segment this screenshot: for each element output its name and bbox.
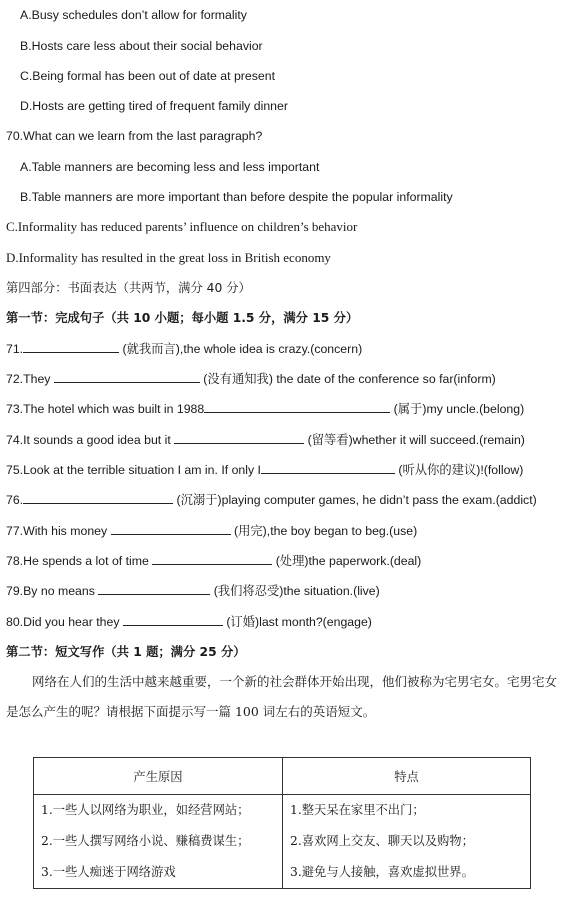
table-header-causes: 产生原因 <box>34 758 283 795</box>
sentence-text: 72.They <box>6 372 54 386</box>
sentence-text: 73.The hotel which was built in 1988 <box>6 402 205 416</box>
essay-prompt: 网络在人们的生活中越来越重要，一个新的社会群体开始出现，他们被称为宅男宅女。宅男宅女是怎么产生的呢？请根据下面提示写一篇 100 词左右的英语短文。 <box>6 674 558 719</box>
q70-option-c: C.Informality has reduced parents’ influence on children’s behavior <box>6 219 358 234</box>
answer-blank[interactable] <box>54 371 200 383</box>
sentence-text: (订婚)last month?(engage) <box>222 615 372 629</box>
q69-option-b: B.Hosts care less about their social behavior <box>20 39 263 53</box>
cause-item: 2.一些人撰写网络小说、赚稿费谋生； <box>41 834 250 848</box>
sentence-79 <box>6 583 380 599</box>
feature-item: 2.喜欢网上交友、聊天以及购物； <box>290 834 474 848</box>
answer-blank[interactable] <box>152 553 272 565</box>
q69-option-c: C.Being formal has been out of date at present <box>20 69 275 83</box>
q69-option-a: A.Busy schedules don’t allow for formality <box>20 8 247 22</box>
section2-title: 第二节：短文写作（共 1 题；满分 25 分） <box>6 645 246 659</box>
q70-option-d: D.Informality has resulted in the great loss in British economy <box>6 250 331 265</box>
answer-blank[interactable] <box>23 341 119 353</box>
answer-blank[interactable] <box>174 432 304 444</box>
q70-stem: 70.What can we learn from the last paragraph? <box>6 129 263 143</box>
sentence-76 <box>6 492 537 508</box>
feature-item: 1.整天呆在家里不出门； <box>290 803 425 817</box>
cause-item: 3.一些人痴迷于网络游戏 <box>41 865 176 879</box>
sentence-text: (没有通知我) the date of the conference so far(inform) <box>199 372 496 386</box>
sentence-text: 77.With his money <box>6 524 111 538</box>
sentence-text: (我们将忍受)the situation.(live) <box>210 584 380 598</box>
sentence-text: (属于)my uncle.(belong) <box>390 402 525 416</box>
sentence-77 <box>6 523 417 539</box>
sentence-text: 79.By no means <box>6 584 99 598</box>
sentence-text: 80.Did you hear they <box>6 615 123 629</box>
part4-title: 第四部分：书面表达（共两节，满分 40 分） <box>6 281 251 295</box>
feature-item: 3.避免与人接触，喜欢虚拟世界。 <box>290 865 474 879</box>
answer-blank[interactable] <box>261 462 395 474</box>
q70-option-b: B.Table manners are more important than before despite the popular informality <box>20 190 453 204</box>
answer-blank[interactable] <box>123 614 223 626</box>
sentence-72 <box>6 371 496 387</box>
sentence-text: 71. <box>6 342 24 356</box>
features-cell <box>283 795 531 889</box>
q70-option-a: A.Table manners are becoming less and less important <box>20 160 320 174</box>
sentence-78 <box>6 553 421 569</box>
sentence-text: (就我而言),the whole idea is crazy.(concern) <box>119 342 363 356</box>
sentence-text: 76. <box>6 493 24 507</box>
sentence-71 <box>6 341 362 357</box>
sentence-80 <box>6 614 372 630</box>
sentence-75 <box>6 462 523 478</box>
answer-blank[interactable] <box>204 401 390 413</box>
sentence-text: (用完),the boy began to beg.(use) <box>230 524 418 538</box>
sentence-text: (听从你的建议)!(follow) <box>394 463 524 477</box>
sentence-74 <box>6 432 525 448</box>
q69-option-d: D.Hosts are getting tired of frequent family dinner <box>20 99 288 113</box>
sentence-73 <box>6 401 524 417</box>
section1-title: 第一节：完成句子（共 10 小题；每小题 1.5 分，满分 15 分） <box>6 311 359 325</box>
sentence-text: 75.Look at the terrible situation I am in. If only I <box>6 463 261 477</box>
answer-blank[interactable] <box>111 523 231 535</box>
hints-table <box>33 757 531 889</box>
table-header-features: 特点 <box>283 758 531 795</box>
sentence-text: 74.It sounds a good idea but it <box>6 433 175 447</box>
causes-cell <box>34 795 283 889</box>
answer-blank[interactable] <box>98 583 210 595</box>
sentence-text: (处理)the paperwork.(deal) <box>272 554 422 568</box>
sentence-text: (留等看)whether it will succeed.(remain) <box>304 433 525 447</box>
cause-item: 1.一些人以网络为职业，如经营网站； <box>41 803 250 817</box>
sentence-text: 78.He spends a lot of time <box>6 554 153 568</box>
answer-blank[interactable] <box>23 492 173 504</box>
sentence-text: (沉溺于)playing computer games, he didn’t pass the exam.(addict) <box>173 493 537 507</box>
